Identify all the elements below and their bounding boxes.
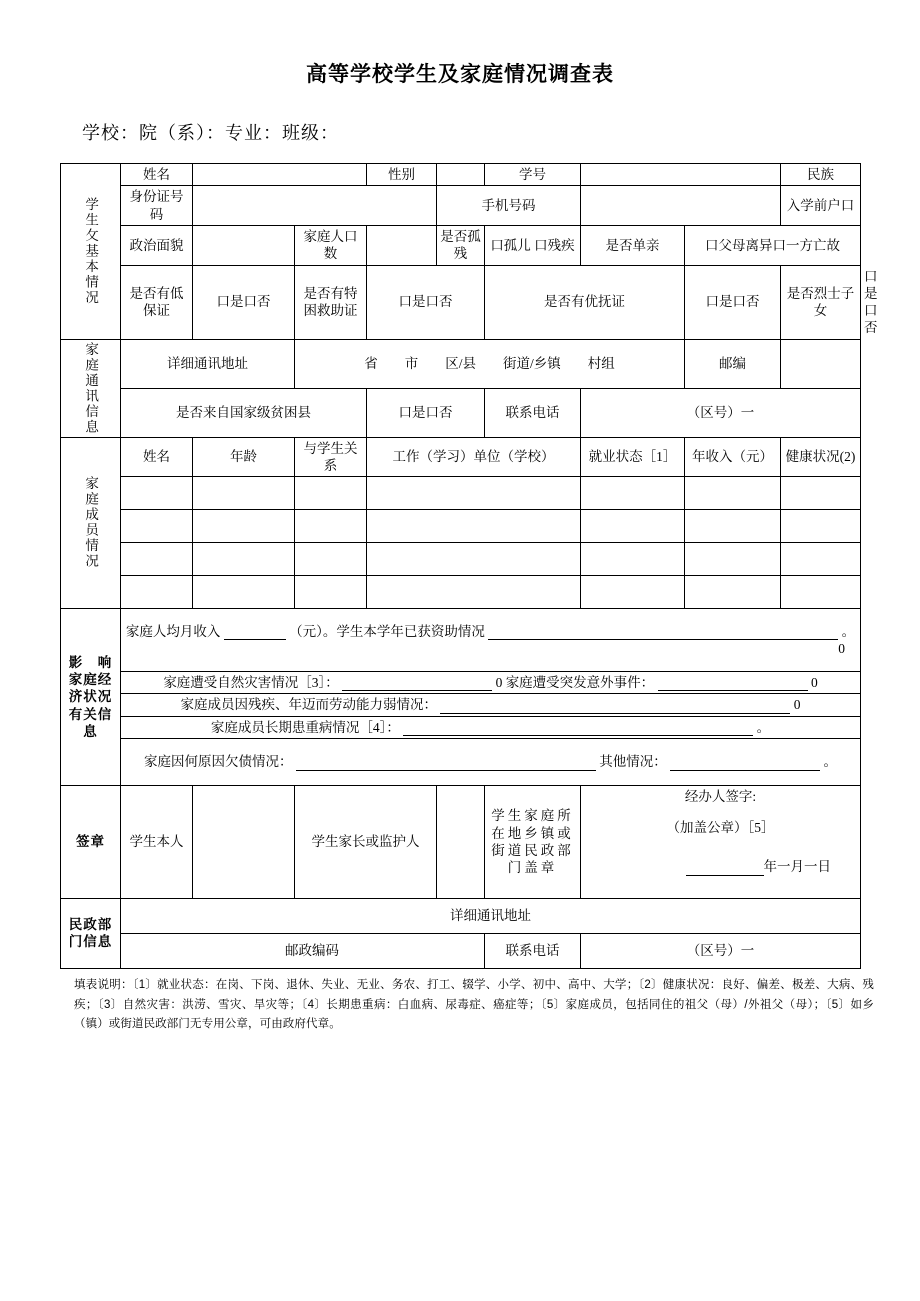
input-member-workplace[interactable]: [367, 510, 581, 543]
input-monthly-income[interactable]: [224, 626, 286, 641]
input-contact-phone[interactable]: （区号）一: [581, 388, 861, 437]
label-civil-address[interactable]: 详细通讯地址: [121, 898, 861, 933]
checkbox-youfu[interactable]: 口是口否: [685, 265, 781, 339]
economic-line-0-suffix: 。: [841, 623, 856, 639]
input-member-income[interactable]: [685, 477, 781, 510]
input-member-age[interactable]: [193, 543, 295, 576]
economic-line-0-prefix: 家庭人均月收入: [125, 623, 221, 639]
economic-line-3-prefix: 家庭成员长期患重病情况［4］：: [210, 719, 400, 735]
input-member-health[interactable]: [781, 543, 861, 576]
table-row: [61, 609, 861, 672]
label-id-card: 身份证号码: [121, 186, 193, 226]
label-martyr: 是否烈士子女: [781, 265, 861, 339]
input-member-workplace[interactable]: [367, 477, 581, 510]
input-name[interactable]: [193, 164, 367, 186]
input-member-workplace[interactable]: [367, 576, 581, 609]
label-political: 政治面貌: [121, 225, 193, 265]
checkbox-orphan-disabled[interactable]: 口孤儿 口残疾: [485, 225, 581, 265]
input-member-health[interactable]: [781, 477, 861, 510]
table-row: [61, 576, 861, 609]
table-row: [61, 510, 861, 543]
label-date-format: 年一月一日: [763, 859, 831, 875]
input-accident-event[interactable]: [658, 677, 808, 692]
school-info-line: 学校：院（系）：专业：班级：: [82, 123, 339, 144]
input-disability-aged[interactable]: [440, 699, 790, 714]
input-member-employment[interactable]: [581, 477, 685, 510]
table-row: [61, 225, 861, 265]
label-student-id: 学号: [485, 164, 581, 186]
table-row: [61, 672, 861, 694]
economic-line-1-trailing: 0: [810, 675, 818, 691]
input-member-employment[interactable]: [581, 543, 685, 576]
table-row: [61, 898, 861, 933]
checkbox-poor-county[interactable]: 口是口否: [367, 388, 485, 437]
economic-line-1-mid: 0 家庭遭受突发意外事件：: [495, 675, 655, 691]
table-row: [61, 738, 861, 785]
column-header-age: 年龄: [193, 437, 295, 477]
section-label-family-members: 家庭成员情况: [61, 437, 121, 609]
label-guardian: 学生家长或监护人: [295, 785, 437, 898]
column-header-health: 健康状况(2): [781, 437, 861, 477]
input-aid-received[interactable]: [488, 626, 838, 641]
section-label-signature: 签章: [61, 785, 121, 898]
input-member-health[interactable]: [781, 510, 861, 543]
economic-line-illness[interactable]: [121, 716, 861, 738]
input-gender[interactable]: [437, 164, 485, 186]
label-contact-phone: 联系电话: [485, 388, 581, 437]
input-political[interactable]: [193, 225, 295, 265]
input-seal-date[interactable]: [686, 861, 764, 876]
table-row: [61, 933, 861, 968]
label-postcode: 邮编: [685, 339, 781, 388]
label-family-size: 家庭人口数: [295, 225, 367, 265]
checkbox-single-parent[interactable]: 口父母离异口一方亡故: [685, 225, 861, 265]
label-civil-postcode[interactable]: 邮政编码: [121, 933, 485, 968]
input-phone[interactable]: [581, 186, 781, 226]
section-label-contact: 家庭通讯信息: [61, 339, 121, 437]
label-detail-address: 详细通讯地址: [121, 339, 295, 388]
page-title: 高等学校学生及家庭情况调查表: [306, 63, 614, 86]
input-civil-phone[interactable]: （区号）一: [581, 933, 861, 968]
label-ethnicity: 民族: [781, 164, 861, 186]
form-notes: 填表说明：〔1〕就业状态：在岗、下岗、退休、失业、无业、务农、打工、辍学、小学、初中、高中、大学；〔2〕健康状况：良好、偏差、极差、大病、残疾；〔3〕自然灾害：洪涝、雪灾、旱灾等；〔4〕长期患重病：白血病、尿毒症、癌症等；〔5〕家庭成员，包括同住的祖父（母）/外祖父（母）；〔5〕如乡（镇）或街道民政部门无专用公章，可由政府代章。: [74, 978, 874, 1031]
table-row: [61, 477, 861, 510]
input-member-name[interactable]: [121, 543, 193, 576]
input-student-signature[interactable]: [193, 785, 295, 898]
economic-line-4-mid: 其他情况：: [599, 754, 667, 770]
input-chronic-illness[interactable]: [403, 721, 753, 736]
economic-line-2-trailing: 0: [793, 697, 801, 713]
input-family-size[interactable]: [367, 225, 437, 265]
input-member-income[interactable]: [685, 543, 781, 576]
section-label-economic: 影 响家庭经济状况有关信息: [61, 609, 121, 786]
table-row: [61, 543, 861, 576]
input-natural-disaster[interactable]: [342, 677, 492, 692]
handler-signature-block[interactable]: [581, 785, 861, 898]
economic-line-debt[interactable]: [121, 738, 861, 785]
label-civil-phone: 联系电话: [485, 933, 581, 968]
column-header-workplace: 工作（学习）单位（学校）: [367, 437, 581, 477]
input-address-parts[interactable]: 省 市 区/县 街道/乡镇 村组: [295, 339, 685, 388]
section-label-civil-affairs: 民政部门信息: [61, 898, 121, 968]
table-row: [61, 694, 861, 716]
economic-line-disability[interactable]: [121, 694, 861, 716]
column-header-member-name: 姓名: [121, 437, 193, 477]
label-township-seal: 学生家庭所在地乡镇或街道民政部门盖章: [485, 785, 581, 898]
input-member-income[interactable]: [685, 576, 781, 609]
input-student-id[interactable]: [581, 164, 781, 186]
table-row: [61, 339, 861, 388]
input-debt-reason[interactable]: [296, 756, 596, 771]
input-member-employment[interactable]: [581, 510, 685, 543]
economic-line-4-suffix: 。: [823, 754, 837, 770]
table-row: 是否有低保证 口是口否 是否有特困救助证 口是口否 是否有优抚证 口是口否 是否烈士子女 口是口否: [61, 265, 861, 339]
checkbox-dibao[interactable]: 口是口否: [193, 265, 295, 339]
economic-line-4-prefix: 家庭因何原因欠债情况：: [144, 754, 293, 770]
economic-line-income[interactable]: [121, 609, 861, 672]
label-special-aid: 是否有特困救助证: [295, 265, 367, 339]
label-hukou: 入学前户口: [781, 186, 861, 226]
table-row: [61, 388, 861, 437]
table-row: [61, 437, 861, 477]
economic-line-1-prefix: 家庭遭受自然灾害情况［3］：: [163, 675, 339, 691]
input-member-age[interactable]: [193, 477, 295, 510]
section-label-student: 学生攵基本情况: [61, 164, 121, 339]
input-member-relation[interactable]: [295, 576, 367, 609]
economic-line-2-prefix: 家庭成员因残疾、年迈而劳动能力弱情况：: [180, 697, 437, 713]
label-gender: 性别: [367, 164, 437, 186]
economic-line-0-trailing: 0: [838, 641, 845, 657]
input-guardian-signature[interactable]: [437, 785, 485, 898]
label-poor-county: 是否来自国家级贫困县: [121, 388, 367, 437]
table-row: [61, 785, 861, 898]
input-member-age[interactable]: [193, 510, 295, 543]
input-member-name[interactable]: [121, 576, 193, 609]
input-postcode[interactable]: [781, 339, 861, 388]
table-row: [61, 186, 861, 226]
checkbox-special-aid[interactable]: 口是口否: [367, 265, 485, 339]
input-member-employment[interactable]: [581, 576, 685, 609]
input-member-relation[interactable]: [295, 543, 367, 576]
input-member-income[interactable]: [685, 510, 781, 543]
label-student-self: 学生本人: [121, 785, 193, 898]
column-header-relation: 与学生关系: [295, 437, 367, 477]
input-other-situation[interactable]: [670, 756, 820, 771]
input-member-health[interactable]: [781, 576, 861, 609]
input-member-age[interactable]: [193, 576, 295, 609]
label-official-seal: （加盖公章）［5］: [666, 820, 775, 836]
signature-date-line[interactable]: [584, 836, 857, 875]
label-single-parent: 是否单亲: [581, 225, 685, 265]
column-header-employment: 就业状态［1］: [581, 437, 685, 477]
input-id-card[interactable]: [193, 186, 437, 226]
table-row: [61, 164, 861, 186]
label-youfu: 是否有优抚证: [485, 265, 685, 339]
label-handler-signature: 经办人签字:: [684, 788, 757, 804]
economic-line-disaster[interactable]: [121, 672, 861, 694]
input-member-relation[interactable]: [295, 477, 367, 510]
survey-form-table: [60, 163, 878, 969]
input-member-name[interactable]: [121, 477, 193, 510]
economic-line-3-suffix: 。: [756, 719, 771, 735]
input-member-workplace[interactable]: [367, 543, 581, 576]
table-row: [61, 716, 861, 738]
label-phone: 手机号码: [437, 186, 581, 226]
label-orphan-disabled: 是否孤残: [437, 225, 485, 265]
input-member-relation[interactable]: [295, 510, 367, 543]
economic-line-0-mid: （元）。学生本学年已获资助情况: [289, 623, 485, 639]
label-name: 姓名: [121, 164, 193, 186]
input-member-name[interactable]: [121, 510, 193, 543]
column-header-income: 年收入（元）: [685, 437, 781, 477]
label-dibao: 是否有低保证: [121, 265, 193, 339]
